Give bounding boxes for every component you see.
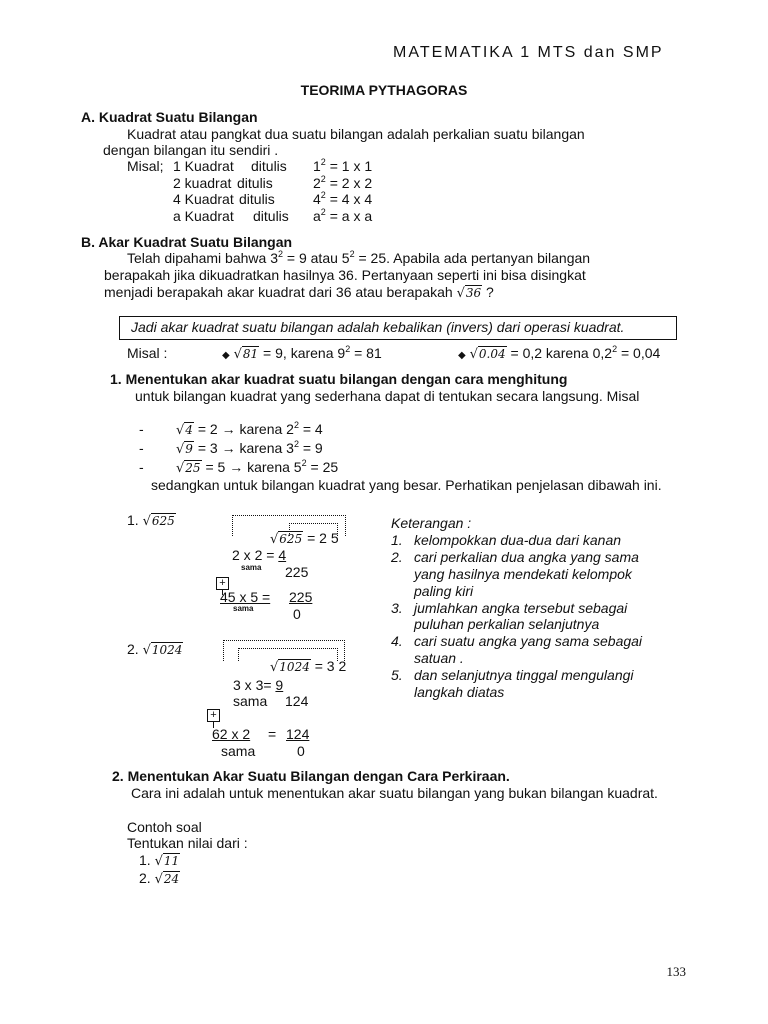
list-item: √9 = 3 → karena $3^2 = 9$ (176, 439, 323, 457)
remainder-final: 0 (293, 606, 301, 622)
section-a-text-1: Kuadrat atau pangkat dua suatu bilangan adalah perkalian suatu bilangan (127, 126, 585, 142)
keterangan-item: 5. dan selanjutnya tinggal mengulangi (391, 667, 634, 684)
step-1: 3 x 3= 9 (233, 677, 284, 693)
sama-label: sama (233, 604, 254, 613)
keterangan-item: 2. cari perkalian dua angka yang sama (391, 548, 639, 565)
problem-item: 2. √24 (139, 870, 180, 887)
plus-box: + (216, 577, 229, 590)
section-b-text-1: Telah dipahami bahwa $3^2 = 9$ atau $5^2 = 25$. Apabila ada pertanyan bilangan (127, 249, 591, 266)
root-expression: √625 = 2 5 (270, 530, 339, 547)
section-a-text-2: dengan bilangan itu sendiri . (103, 142, 279, 158)
example-label: a Kuadrat (173, 208, 234, 224)
list-item: √25 = 5 → karena $5^2 = 25$ (176, 458, 339, 476)
misal-label: Misal : (127, 345, 168, 361)
step-2: 62 x 2 (212, 726, 251, 742)
sama-label: sama (241, 563, 262, 572)
step-2-result: 225 (289, 589, 313, 605)
keterangan-line: puluhan perkalian selanjutnya (414, 616, 600, 633)
sama-label: sama (233, 693, 268, 709)
tentukan-text: Tentukan nilai dari : (127, 835, 248, 851)
list-dash: - (139, 421, 144, 437)
example-sqrt-81: ◆ √81 = 9, karena $9^2 = 81$ (222, 344, 382, 362)
list-dash: - (139, 459, 144, 475)
example-ditulis: ditulis (253, 208, 289, 224)
sub1-text-2: sedangkan untuk bilangan kuadrat yang besar. Perhatikan penjelasan dibawah ini. (151, 477, 662, 493)
page-number: 133 (666, 964, 686, 979)
example-ditulis: ditulis (239, 191, 275, 207)
keterangan-line: yang hasilnya mendekati kelompok (414, 565, 632, 582)
example-formula: $1^2 = 1$ x 1 (313, 157, 373, 174)
keterangan-item: 4. cari suatu angka yang sama sebagai (391, 633, 643, 650)
example-lead: Misal; (127, 158, 164, 174)
section-b-text-3: menjadi berapakah akar kuadrat dari 36 atau berapakah √36 ? (104, 284, 494, 301)
step-2-result: 124 (286, 726, 310, 742)
section-b-heading: B. Akar Kuadrat Suatu Bilangan (81, 234, 293, 250)
definition-text: Jadi akar kuadrat suatu bilangan adalah kebalikan (invers) dari operasi kuadrat. (131, 319, 625, 335)
keterangan-title: Keterangan : (391, 515, 472, 531)
problem-item: 1. √11 (139, 852, 180, 869)
example-sqrt-004: ◆ √0.04 = 0,2 karena $0,2^2 = 0,04$ (458, 344, 661, 362)
contoh-soal: Contoh soal (127, 819, 202, 835)
remainder-final: 0 (297, 743, 305, 759)
example-label: 2 kuadrat (173, 175, 232, 191)
remainder-1: 124 (285, 693, 309, 709)
sub2-heading: 2. Menentukan Akar Suatu Bilangan dengan Cara Perkiraan. (112, 768, 510, 784)
section-a-heading: A. Kuadrat Suatu Bilangan (81, 109, 258, 125)
remainder-1: 225 (285, 564, 309, 580)
bullet-icon: ◆ (222, 350, 230, 361)
example-ditulis: ditulis (237, 175, 273, 191)
keterangan-list (391, 515, 643, 701)
example-ditulis: ditulis (251, 158, 287, 174)
example-label: 1 Kuadrat (173, 158, 234, 174)
bullet-icon: ◆ (458, 350, 466, 361)
step-1: 2 x 2 = 4 (232, 547, 287, 563)
sub1-heading: 1. Menentukan akar kuadrat suatu bilangan dengan cara menghitung (110, 371, 568, 387)
page-title: TEORIMA PYTHAGORAS (300, 82, 468, 98)
example-formula: $a^2 = a$ x a (313, 207, 373, 224)
keterangan-item: 3. jumlahkan angka tersebut sebagai (391, 599, 628, 616)
keterangan-line: paling kiri (414, 582, 474, 599)
example-label: 4 Kuadrat (173, 191, 234, 207)
example-formula: $4^2 = 4$ x 4 (313, 190, 373, 207)
example-number: 1. √625 (127, 512, 175, 529)
example-formula: $2^2 = 2$ x 2 (313, 174, 373, 191)
list-dash: - (139, 440, 144, 456)
step-2: 45 x 5 = (220, 589, 271, 605)
sub2-text: Cara ini adalah untuk menentukan akar suatu bilangan yang bukan bilangan kuadrat. (131, 785, 658, 801)
section-b-text-2: berapakah jika dikuadratkan hasilnya 36. Pertanyaan seperti ini bisa disingkat (104, 267, 586, 283)
keterangan-line: satuan . (414, 650, 464, 667)
sqrt-36: √36 (456, 286, 482, 301)
sama-label: sama (221, 743, 256, 759)
step-2-equals: = (268, 726, 277, 742)
keterangan-line: langkah diatas (414, 684, 505, 701)
list-item: √4 = 2 → karena $2^2 = 4$ (176, 420, 323, 438)
plus-box: + (207, 709, 220, 722)
keterangan-item: 1. kelompokkan dua-dua dari kanan (391, 531, 622, 548)
page-header: MATEMATIKA 1 MTS dan SMP (393, 44, 664, 61)
sub1-text-1: untuk bilangan kuadrat yang sederhana dapat di tentukan secara langsung. Misal (135, 388, 640, 404)
root-expression: √1024 = 3 2 (270, 658, 347, 675)
example-number: 2. √1024 (127, 641, 183, 658)
